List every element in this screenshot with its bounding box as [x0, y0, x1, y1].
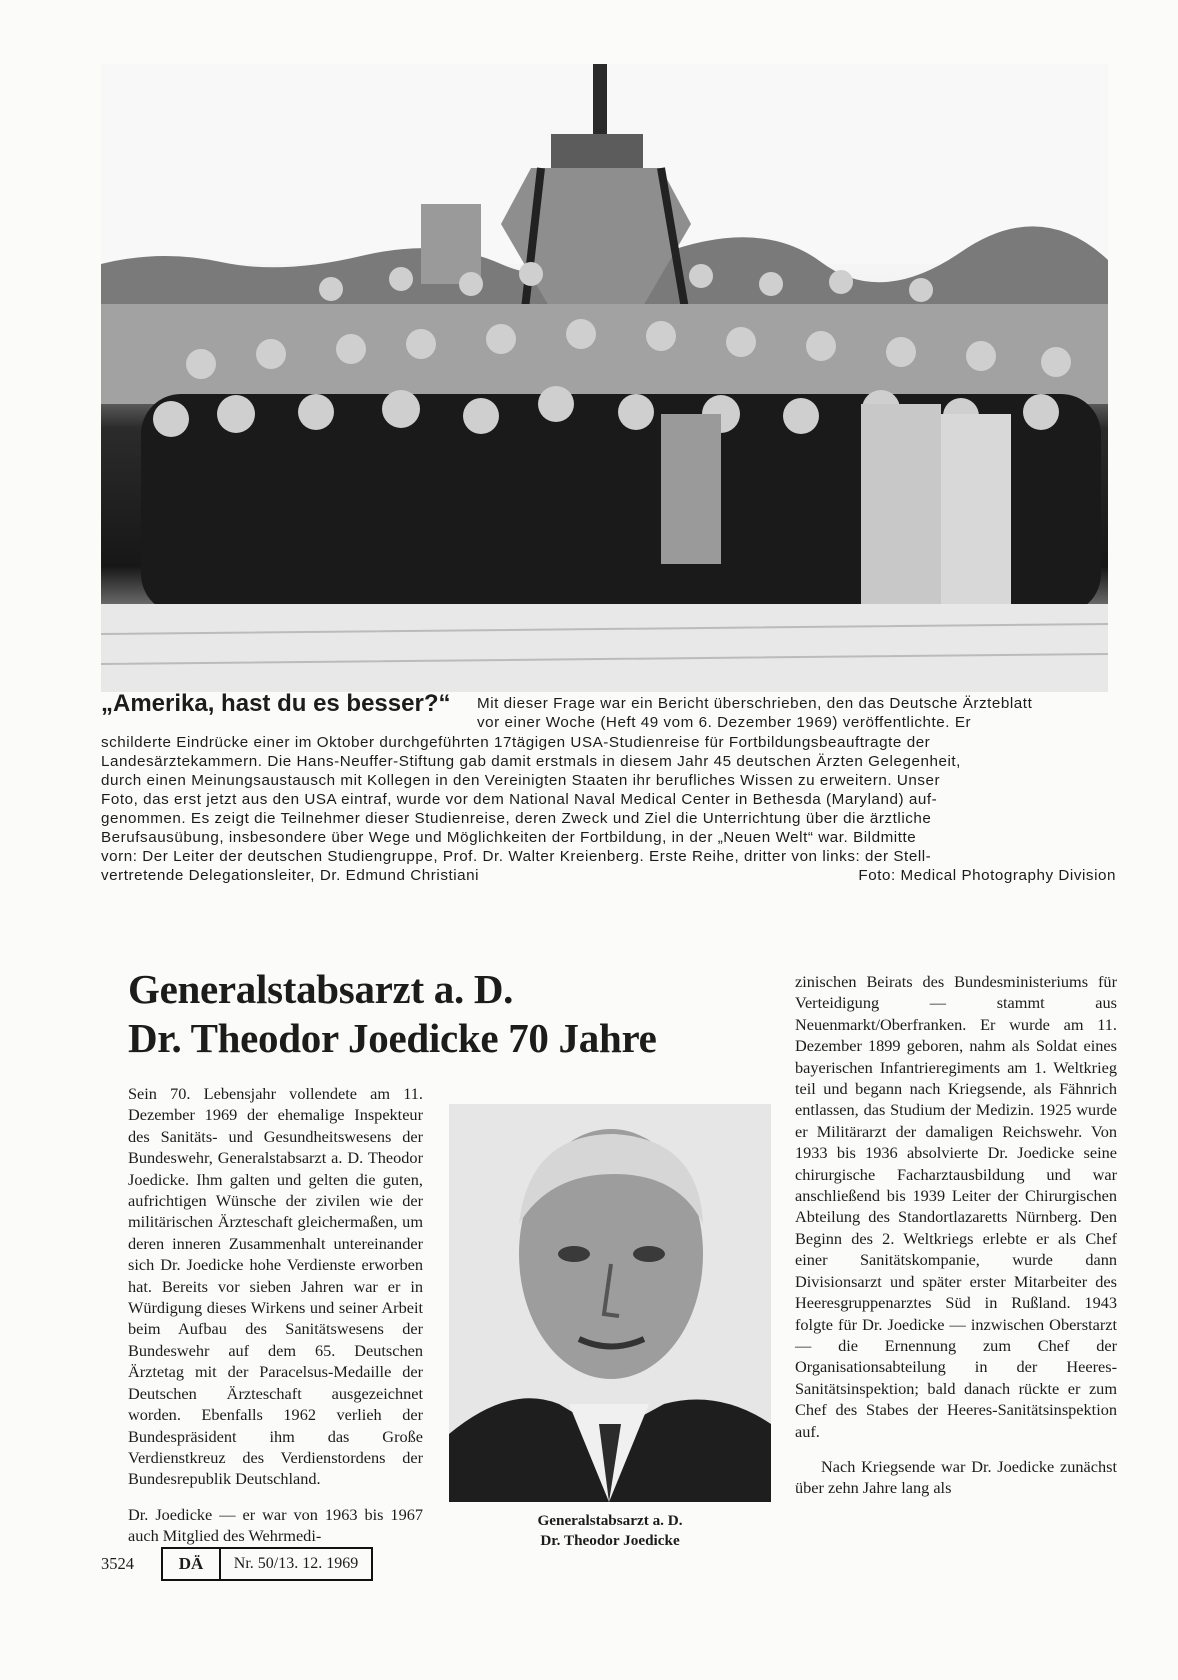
paragraph: zinischen Beirats des Bundesministeriums für Verteidigung — stammt aus Neuenmarkt/Oberfranken. Er wurde am 11. Dezember 1899 geboren, nahm als Soldat eines bayerischen Infantrieregiments am 1. Weltkrieg teil und begann nach Kriegsende, als Fähnrich entlassen, das Studium der Medizin. 1925 wurde er Militärarzt der damaligen Reichswehr. Von 1933 bis 1936 absolvierte Dr. Joedicke seine chirurgische Facharztausbildung und war anschließend bis 1939 Leiter der Chirurgischen Abteilung des Standortlazaretts Nürnberg. Den Beginn des 2. Weltkriegs erlebte er als Chef einer Sanitätskompanie, wurde dann Divisionsarzt und später erster Mitarbeiter des Heeresgruppenarztes Süd in Rußland. 1943 folgte für Dr. Joedicke — inzwischen Oberstarzt — die Ernennung zum Chef der Organisationsabteilung in der Heeres-Sanitätsinspektion; bald danach rückte er zum Chef des Stabes der Heeres-Sanitätsinspektion auf. [795, 972, 1117, 1441]
caption-text-line: genommen. Es zeigt die Teilnehmer dieser Studienreise, deren Zweck und Ziel die Unterrichtung über die ärztliche [101, 810, 932, 827]
headline-line-2: Dr. Theodor Joedicke 70 Jahre [128, 1015, 657, 1061]
page-number: 3524 [101, 1554, 134, 1573]
issue-info: Nr. 50/13. 12. 1969 [219, 1547, 373, 1581]
caption-text-line: Landesärztekammern. Die Hans-Neuffer-Stiftung gab damit erstmals in diesem Jahr 45 deutschen Ärzten Gelegenheit, [101, 753, 961, 770]
caption-text-line: vor einer Woche (Heft 49 vom 6. Dezember 1969) veröffentlichte. Er [477, 714, 972, 731]
caption-title: „Amerika, hast du es besser?“ [101, 690, 451, 717]
caption-text-line: schilderte Eindrücke einer im Oktober durchgeführten 17tägigen USA-Studienreise für Fortbildungsbeauftragte der [101, 734, 931, 751]
article-column-2 [795, 971, 1117, 1499]
group-photo [101, 64, 1108, 692]
article-column-1 [128, 1083, 423, 1547]
caption-text-line: Foto, das erst jetzt aus den USA eintraf, wurde vor dem National Naval Medical Center in Bethesda (Maryland) auf- [101, 791, 938, 808]
headline-line-1: Generalstabsarzt a. D. [128, 966, 514, 1012]
portrait-photo [449, 1104, 771, 1502]
paragraph: Sein 70. Lebensjahr vollendete am 11. Dezember 1969 der ehemalige Inspekteur des Sanitäts- und Gesundheitswesens der Bundeswehr, Generalstabsarzt a. D. Theodor Joedicke. Ihm galten und gelten die guten, aufrichtigen Wünsche der zivilen wie der militärischen Ärzteschaft gleichermaßen, um deren inneren Zusammenhalt untereinander sich Dr. Joedicke hohe Verdienste erworben hat. Bereits vor sieben Jahren war er in Würdigung dieses Wirkens und seiner Arbeit beim Aufbau des Sanitätswesens der Bundeswehr auf dem 65. Deutschen Ärztetag mit der Paracelsus-Medaille der Deutschen Ärzteschaft ausgezeichnet worden. Ebenfalls 1962 verlieh der Bundespräsident ihm das Große Verdienstkreuz des Verdienstordens der Bundesrepublik Deutschland. [128, 1084, 423, 1489]
caption-text-line: Mit dieser Frage war ein Bericht überschrieben, den das Deutsche Ärzteblatt [477, 695, 1033, 712]
paragraph: Dr. Joedicke — er war von 1963 bis 1967 auch Mitglied des Wehrmedi- [128, 1504, 423, 1546]
portrait-caption-line: Generalstabsarzt a. D. [537, 1512, 683, 1529]
portrait-caption-line: Dr. Theodor Joedicke [540, 1532, 680, 1549]
paragraph: Nach Kriegsende war Dr. Joedicke zunächst über zehn Jahre lang als [795, 1456, 1117, 1498]
caption-text-line: durch einen Meinungsaustausch mit Kollegen in den Vereinigten Staaten ihr berufliches Wissen zu erweitern. Unser [101, 772, 941, 789]
photo-credit: Foto: Medical Photography Division [858, 867, 1116, 884]
caption-text-line: vertretende Delegationsleiter, Dr. Edmund Christiani [101, 867, 480, 884]
caption-text-line: vorn: Der Leiter der deutschen Studiengruppe, Prof. Dr. Walter Kreienberg. Erste Reihe, dritter von links: der Stell- [101, 848, 932, 865]
portrait-caption [449, 1511, 771, 1551]
caption-text-line: Berufsausübung, insbesondere über Wege und Möglichkeiten der Fortbildung, in der „Neuen Welt“ war. Bildmitte [101, 829, 917, 846]
journal-logo: DÄ [161, 1547, 221, 1581]
